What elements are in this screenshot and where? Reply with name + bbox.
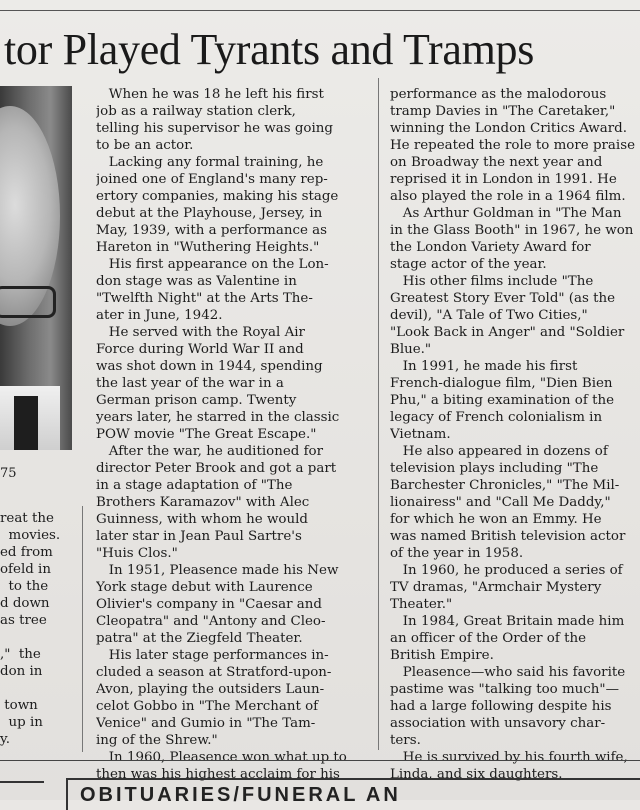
text-line: In 1960, Pleasence won what up to <box>96 750 347 765</box>
text-line: television plays including "The <box>390 461 599 476</box>
text-line: d down <box>0 596 50 611</box>
text-line: "Look Back in Anger" and "Soldier <box>390 325 625 340</box>
text-line: French-dialogue film, "Dien Bien <box>390 376 613 391</box>
text-line: Venice" and Gumio in "The Tam- <box>96 716 316 731</box>
text-line: of the year in 1958. <box>390 546 524 561</box>
article-column-left <box>0 510 66 748</box>
text-line: tramp Davies in "The Caretaker," <box>390 104 616 119</box>
text-line: Avon, playing the outsiders Laun- <box>96 682 325 697</box>
text-line: Linda, and six daughters. <box>390 767 563 782</box>
text-line: to be an actor. <box>96 138 194 153</box>
text-line: He served with the Royal Air <box>96 325 305 340</box>
text-line: job as a railway station clerk, <box>96 104 296 119</box>
text-line: After the war, he auditioned for <box>96 444 323 459</box>
text-line: ," the <box>0 647 41 662</box>
text-line: was shot down in 1944, spending <box>96 359 323 374</box>
text-line: director Peter Brook and got a part <box>96 461 337 476</box>
text-line: "Huis Clos." <box>96 546 178 561</box>
text-line: legacy of French colonialism in <box>390 410 603 425</box>
text-line: ater in June, 1942. <box>96 308 223 323</box>
bottom-rule <box>0 760 640 761</box>
text-line: He is survived by his fourth wife, <box>390 750 628 765</box>
text-line: His first appearance on the Lon- <box>96 257 329 272</box>
text-line: as tree <box>0 613 47 628</box>
text-line: had a large following despite his <box>390 699 612 714</box>
text-line: Olivier's company in "Caesar and <box>96 597 322 612</box>
text-line: years later, he starred in the classic <box>96 410 340 425</box>
text-line: in a stage adaptation of "The <box>96 478 293 493</box>
text-line: was named British television actor <box>390 529 626 544</box>
text-line: He also appeared in dozens of <box>390 444 608 459</box>
text-line: German prison camp. Twenty <box>96 393 297 408</box>
text-line: performance as the malodorous <box>390 87 607 102</box>
text-line: later star in Jean Paul Sartre's <box>96 529 302 544</box>
text-line: In 1984, Great Britain made him <box>390 614 625 629</box>
text-line: stage actor of the year. <box>390 257 547 272</box>
text-line: Hareton in "Wuthering Heights." <box>96 240 320 255</box>
text-line: the last year of the war in a <box>96 376 284 391</box>
text-line: In 1951, Pleasence made his New <box>96 563 339 578</box>
text-line: TV dramas, "Armchair Mystery <box>390 580 602 595</box>
text-line: Guinness, with whom he would <box>96 512 308 527</box>
text-line: reprised it in London in 1991. He <box>390 172 617 187</box>
text-line: town <box>0 698 38 713</box>
text-line: ertory companies, making his stage <box>96 189 339 204</box>
text-line: Vietnam. <box>390 427 451 442</box>
text-line: y. <box>0 732 11 747</box>
text-line: the London Variety Award for <box>390 240 591 255</box>
text-line: on Broadway the next year and <box>390 155 603 170</box>
photo-tie <box>14 396 38 450</box>
bottom-left-rule <box>0 781 44 783</box>
section-header: OBITUARIES/FUNERAL AN <box>80 784 401 806</box>
text-line: to the <box>0 579 49 594</box>
text-line: In 1960, he produced a series of <box>390 563 623 578</box>
article-column-middle <box>96 86 368 783</box>
text-line: an officer of the Order of the <box>390 631 587 646</box>
text-line: patra" at the Ziegfeld Theater. <box>96 631 303 646</box>
text-line: for which he won an Emmy. He <box>390 512 602 527</box>
text-line: When he was 18 he left his first <box>96 87 324 102</box>
text-line <box>0 629 66 646</box>
text-line: Lacking any formal training, he <box>96 155 324 170</box>
text-line: don in <box>0 664 43 679</box>
text-line: Brothers Karamazov" with Alec <box>96 495 310 510</box>
text-line: joined one of England's many rep- <box>96 172 328 187</box>
text-line: debut at the Playhouse, Jersey, in <box>96 206 323 221</box>
article-column-right <box>390 86 640 783</box>
text-line: celot Gobbo in "The Merchant of <box>96 699 319 714</box>
portrait-photo <box>0 86 72 450</box>
text-line: Pleasence—who said his favorite <box>390 665 626 680</box>
headline: tor Played Tyrants and Tramps <box>4 25 535 74</box>
text-line: ing of the Shrew." <box>96 733 218 748</box>
text-line: reat the <box>0 511 54 526</box>
text-line: Cleopatra" and "Antony and Cleo- <box>96 614 326 629</box>
top-rule <box>0 10 640 11</box>
text-line: Phu," a biting examination of the <box>390 393 614 408</box>
text-line: ed from <box>0 545 53 560</box>
text-line: As Arthur Goldman in "The Man <box>390 206 622 221</box>
text-line: May, 1939, with a performance as <box>96 223 327 238</box>
text-line: York stage debut with Laurence <box>96 580 313 595</box>
text-line: up in <box>0 715 43 730</box>
text-line: association with unsavory char- <box>390 716 606 731</box>
text-line: don stage was as Valentine in <box>96 274 297 289</box>
text-line: He repeated the role to more praise <box>390 138 635 153</box>
text-line: In 1991, he made his first <box>390 359 578 374</box>
text-line: also played the role in a 1964 film. <box>390 189 626 204</box>
text-line: winning the London Critics Award. <box>390 121 627 136</box>
text-line: Theater." <box>390 597 453 612</box>
column-rule-right <box>378 78 379 750</box>
text-line: Blue." <box>390 342 432 357</box>
text-line: POW movie "The Great Escape." <box>96 427 317 442</box>
column-rule-left <box>82 506 83 752</box>
text-line: ters. <box>390 733 421 748</box>
photo-caption-fragment: 75 <box>0 466 17 481</box>
photo-glasses <box>0 286 56 318</box>
text-line: Greatest Story Ever Told" (as the <box>390 291 616 306</box>
text-line: in the Glass Booth" in 1967, he won <box>390 223 634 238</box>
text-line: "Twelfth Night" at the Arts The- <box>96 291 313 306</box>
text-line: pastime was "talking too much"— <box>390 682 619 697</box>
text-line: telling his supervisor he was going <box>96 121 333 136</box>
text-line: then was his highest acclaim for his <box>96 767 340 782</box>
text-line: lionairess" and "Call Me Daddy," <box>390 495 611 510</box>
text-line: devil), "A Tale of Two Cities," <box>390 308 588 323</box>
text-line: Barchester Chronicles," "The Mil- <box>390 478 620 493</box>
text-line: ofeld in <box>0 562 51 577</box>
text-line: cluded a season at Stratford-upon- <box>96 665 332 680</box>
text-line: British Empire. <box>390 648 494 663</box>
text-line: movies. <box>0 528 61 543</box>
text-line: His other films include "The <box>390 274 594 289</box>
text-line <box>0 680 66 697</box>
text-line: His later stage performances in- <box>96 648 329 663</box>
text-line: Force during World War II and <box>96 342 304 357</box>
